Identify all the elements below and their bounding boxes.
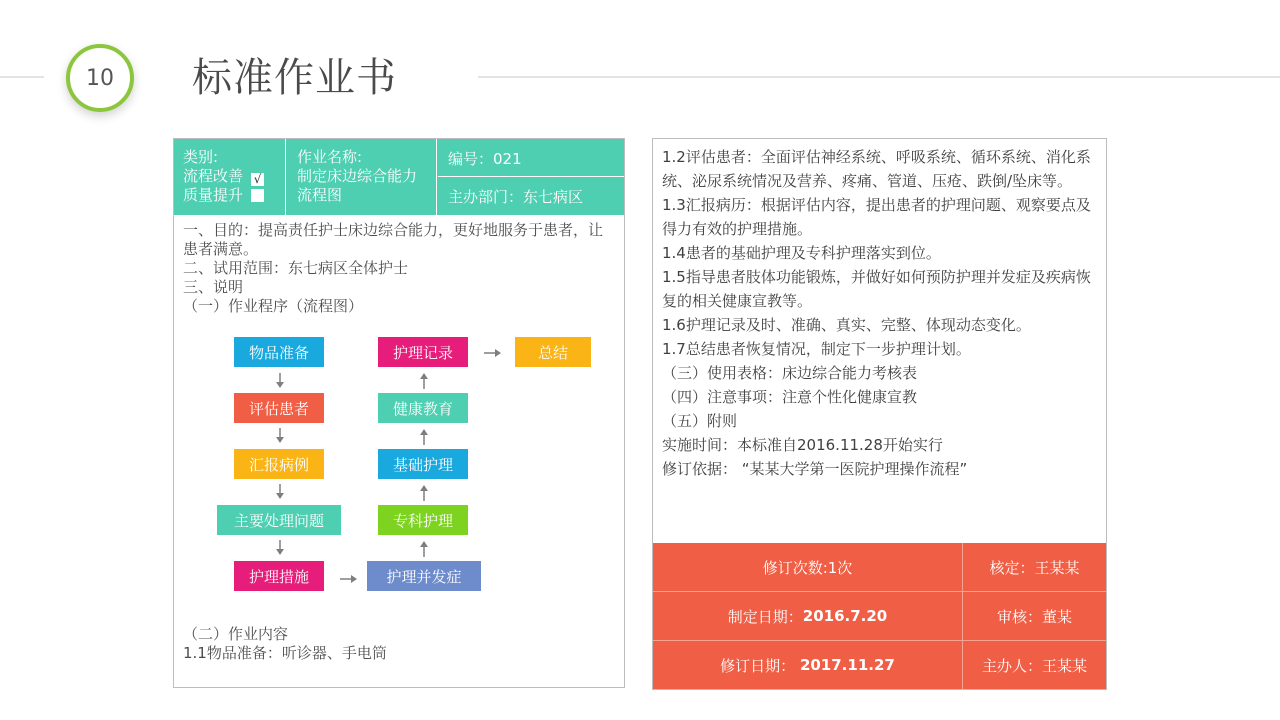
arrow-down-icon [274, 373, 286, 389]
scope-line: 二、试用范围：东七病区全体护士 [183, 259, 409, 277]
content-item-1-1: 1.1物品准备：听诊器、手电筒 [183, 644, 387, 662]
content-item-1-3: 1.3汇报病历：根据评估内容，提出患者的护理问题、观察要点及得力有效的护理措施。 [662, 196, 1091, 238]
left-intro-text [183, 221, 615, 316]
arrow-up-icon [418, 373, 430, 389]
right-content-text [662, 145, 1092, 481]
left-footer-text [183, 625, 615, 663]
explanation-line: 三、说明 [183, 278, 244, 296]
category-label: 类别: [183, 148, 219, 166]
flow-step-prepare-items: 物品准备 [234, 337, 324, 367]
approved-by-cell: 核定：王某某 [963, 543, 1106, 592]
arrow-right-icon [340, 573, 358, 585]
content-heading: （二）作业内容 [183, 625, 289, 643]
organizer-cell: 主办人：王某某 [981, 656, 1087, 675]
task-name-label: 作业名称: [297, 148, 363, 166]
right-panel [652, 138, 1107, 690]
slide-number-badge [66, 44, 134, 112]
flow-step-basic-care: 基础护理 [378, 449, 468, 479]
made-date-value: 2016.7.20 [802, 607, 888, 625]
document-number: 编号：021 [438, 139, 624, 177]
flow-step-summary: 总结 [515, 337, 591, 367]
flow-step-complications: 护理并发症 [367, 561, 481, 591]
appendix-line: （五）附则 [662, 412, 738, 430]
task-name-line1: 制定床边综合能力 [297, 167, 418, 185]
revision-basis-line: 修订依据： “某某大学第一医院护理操作流程” [662, 460, 968, 478]
title-rule-left [0, 76, 44, 78]
page-title: 标准作业书 [192, 55, 397, 101]
task-name-cell [287, 139, 437, 215]
arrow-up-icon [418, 429, 430, 445]
content-item-1-6: 1.6护理记录及时、准确、真实、完整、体现动态变化。 [662, 316, 1031, 334]
arrow-down-icon [274, 540, 286, 556]
category-option-quality: 质量提升 [183, 186, 285, 205]
flow-step-main-problems: 主要处理问题 [217, 505, 341, 535]
left-panel-header [174, 139, 624, 215]
arrow-up-icon [418, 485, 430, 501]
forms-used-line: （三）使用表格：床边综合能力考核表 [662, 364, 918, 382]
arrow-down-icon [274, 484, 286, 500]
flow-step-report-case: 汇报病例 [234, 449, 324, 479]
slide-number: 10 [86, 65, 114, 91]
flow-step-nursing-record: 护理记录 [378, 337, 468, 367]
task-name-line2: 流程图 [297, 186, 343, 204]
revision-table [653, 543, 1106, 689]
content-item-1-7: 1.7总结患者恢复情况，制定下一步护理计划。 [662, 340, 971, 358]
flow-step-assess-patient: 评估患者 [234, 393, 324, 423]
purpose-line: 一、目的：提高责任护士床边综合能力，更好地服务于患者，让患者满意。 [183, 221, 604, 258]
content-item-1-2: 1.2评估患者：全面评估神经系统、呼吸系统、循环系统、消化系统、泌尿系统情况及营养、疼痛、管道、压疮、跌倒/坠床等。 [662, 148, 1091, 190]
flow-step-specialty-care: 专科护理 [378, 505, 468, 535]
category-cell [174, 139, 286, 215]
reviewed-by-cell: 审核：董某 [963, 592, 1106, 641]
procedure-heading: （一）作业程序（流程图） [183, 297, 364, 315]
arrow-up-icon [418, 541, 430, 557]
revised-date-cell: 修订日期： 2017.11.27 [653, 641, 963, 689]
revised-date-value: 2017.11.27 [799, 656, 895, 674]
left-panel [173, 138, 625, 688]
arrow-right-icon [484, 347, 502, 359]
title-rule-right [478, 76, 1280, 78]
revision-count-cell: 修订次数:1次 [653, 543, 963, 592]
department: 主办部门：东七病区 [448, 188, 584, 206]
flow-step-nursing-measures: 护理措施 [234, 561, 324, 591]
content-item-1-4: 1.4患者的基础护理及专科护理落实到位。 [662, 244, 941, 262]
arrow-down-icon [274, 428, 286, 444]
process-checkbox[interactable]: √ [251, 173, 264, 186]
made-date-cell: 制定日期： 2016.7.20 [653, 592, 963, 641]
quality-checkbox[interactable] [251, 189, 264, 202]
notes-line: （四）注意事项：注意个性化健康宣教 [662, 388, 918, 406]
content-item-1-5: 1.5指导患者肢体功能锻炼，并做好如何预防护理并发症及疾病恢复的相关健康宣教等。 [662, 268, 1091, 310]
effective-date-line: 实施时间：本标准自2016.11.28开始实行 [662, 436, 943, 454]
category-option-process: 流程改善 √ [183, 167, 285, 186]
flow-step-health-education: 健康教育 [378, 393, 468, 423]
